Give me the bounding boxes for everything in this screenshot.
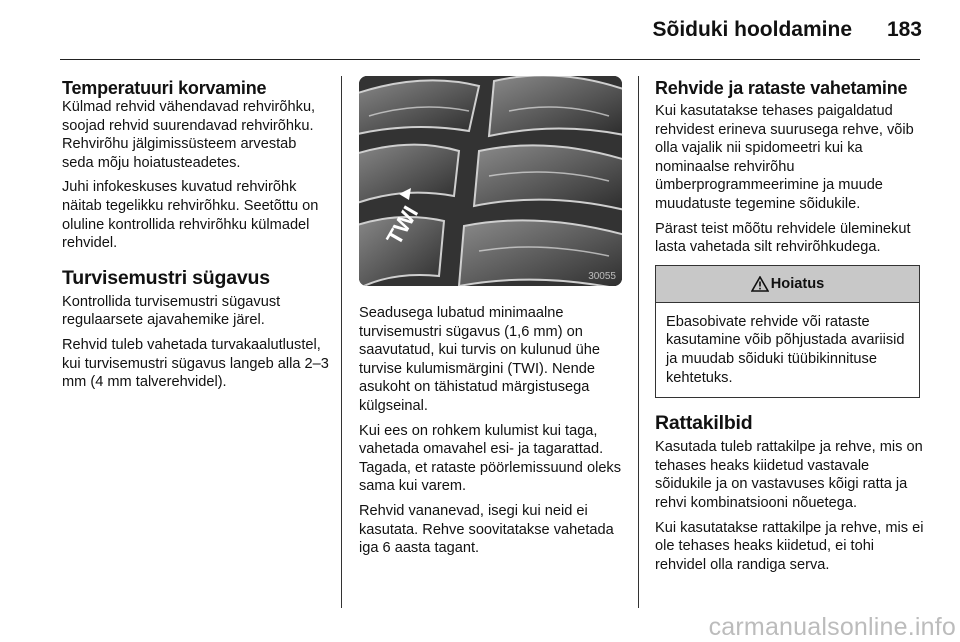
column-2 (359, 76, 624, 564)
paragraph: Seadusega lubatud minimaalne turvisemustri sügavus (1,6 mm) on saavutatud, kui turvis on kulunud ühe turvise kulumismärgini (TWI). Nende asukoht on tähistatud märgistusega külgseinal. (359, 305, 600, 414)
image-code: 30055 (588, 271, 616, 282)
column-1 (62, 78, 330, 398)
warning-triangle-icon (751, 276, 769, 292)
paragraph: Pärast teist mõõtu rehvidele üleminekut lasta vahetada silt rehvirõhkudega. (655, 220, 911, 256)
heading-tire-change: Rehvide ja rataste vahetamine (655, 78, 908, 98)
paragraph: Külmad rehvid vähendavad rehvirõhku, soojad rehvid suurendavad rehvirõhku. Rehvirõhu jälgimissüsteem arvestab seda mõju hoiatusteadetes. (62, 99, 316, 171)
paragraph: Juhi infokeskuses kuvatud rehvirõhk näitab tegelikku rehvirõhku. Seetõttu on oluline kontrollida rehvirõhku külmadel rehvidel. (62, 179, 319, 252)
heading-temperature-compensation: Temperatuuri korvamine (62, 78, 267, 98)
header-rule (60, 59, 920, 60)
page-number: 183 (886, 18, 922, 41)
warning-text: Ebasobivate rehvide või rataste kasutamine võib põhjustada avariisid ja muudab sõiduki tüübikinnituse kehtetuks. (666, 313, 905, 386)
section-title: Sõiduki hooldamine (652, 18, 852, 41)
paragraph: Kui kasutatakse tehases paigaldatud rehvidest erineva suurusega rehve, võib olla vajalik nii spidomeetri kui ka nominaalse rehvirõhu ümberprogrammeerimine ja muude muudatuste tegemine sõidukile. (655, 103, 914, 212)
watermark: carmanualsonline.info (708, 613, 956, 641)
column-divider-1 (341, 76, 342, 608)
column-divider-2 (638, 76, 639, 608)
paragraph: Kui ees on rohkem kulumist kui taga, vahetada omavahel esi- ja tagarattad. Tagada, et rataste pöörlemissuund oleks sama kui varem. (359, 422, 622, 495)
warning-header (656, 266, 919, 303)
warning-box (655, 265, 920, 398)
column-3 (655, 78, 925, 580)
twi-marking: TWI (381, 201, 424, 250)
paragraph: Kasutada tuleb rattakilpe ja rehve, mis on tehases heaks kiidetud vastavale sõidukile ja on vastavuses kõigi ratta ja rehvi kombinatsiooni nõuetega. (655, 439, 923, 511)
paragraph: Kui kasutatakse rattakilpe ja rehve, mis ei ole tehases heaks kiidetud, ei tohi rehvidel olla randiga serva. (655, 519, 924, 573)
heading-hubcaps: Rattakilbid (655, 412, 753, 435)
warning-title: Hoiatus (770, 275, 825, 292)
heading-tread-depth: Turvisemustri sügavus (62, 266, 270, 289)
tire-tread-illustration (359, 76, 622, 286)
tire-tread-image (359, 76, 622, 286)
page-header (0, 0, 960, 62)
paragraph: Kontrollida turvisemustri sügavust regulaarsete ajavahemike järel. (62, 293, 281, 329)
paragraph: Rehvid tuleb vahetada turvakaalutlustel, kui turvisemustri sügavus langeb alla 2–3 mm (4 mm talverehvidel). (62, 336, 329, 391)
paragraph: Rehvid vananevad, isegi kui neid ei kasutata. Rehve soovitatakse vahetada iga 6 aasta tagant. (359, 502, 614, 557)
